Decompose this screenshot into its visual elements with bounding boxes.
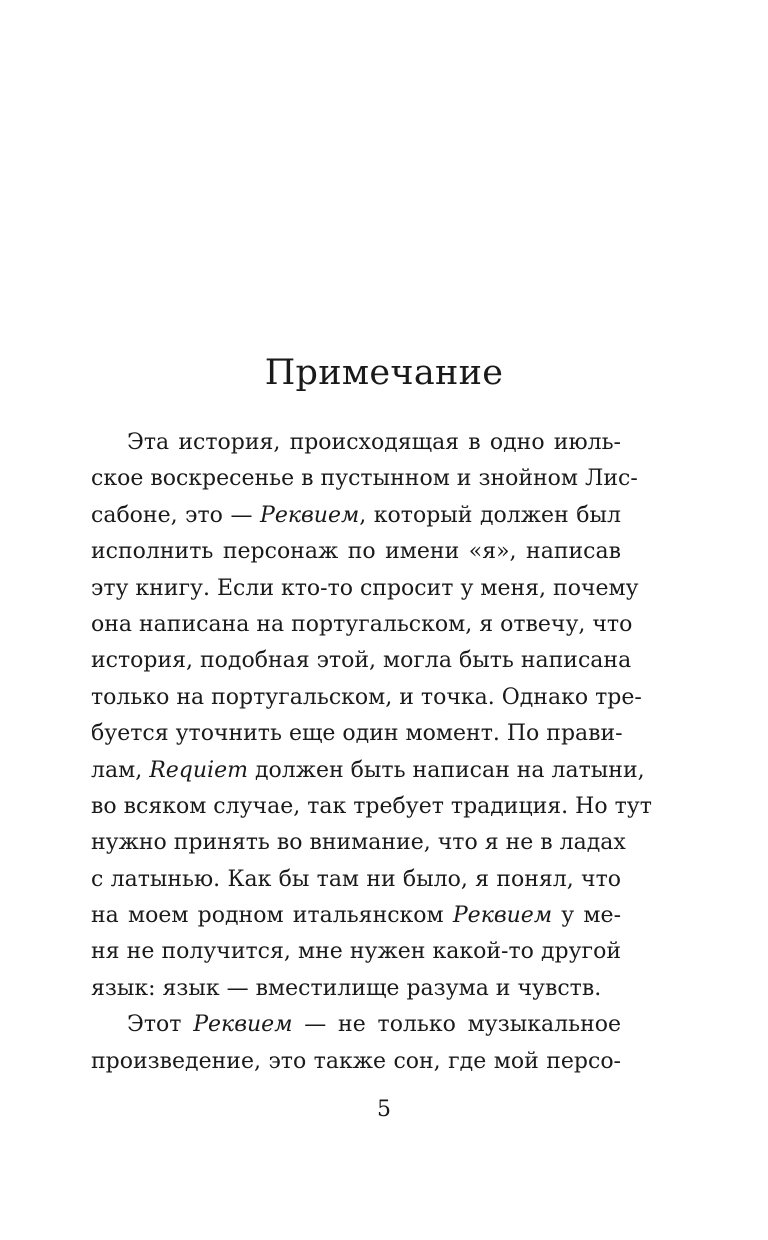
text-line-6	[91, 607, 633, 643]
italic-segment: Реквием	[260, 502, 360, 528]
text-line-9	[91, 716, 621, 752]
text-line-3	[91, 498, 621, 534]
text-line-12	[91, 825, 626, 861]
text-segment: , который должен был	[359, 502, 621, 528]
text-line-11	[91, 789, 652, 825]
italic-segment: Реквием	[452, 903, 553, 929]
page-number: 5	[377, 1097, 391, 1122]
text-line-14	[91, 898, 621, 934]
text-line-1	[91, 425, 621, 461]
italic-segment: Requiem	[149, 757, 248, 783]
text-segment: она написана на португальском, я отвечу, что	[91, 611, 633, 637]
text-segment: ское воскресенье в пустынном и знойном Лис-	[91, 466, 638, 492]
text-line-17	[91, 1007, 621, 1043]
text-line-8	[91, 680, 642, 716]
text-line-4	[91, 534, 621, 570]
text-segment: нужно принять во внимание, что я не в ладах	[91, 830, 626, 856]
italic-segment: Реквием	[193, 1012, 293, 1038]
body-text	[91, 425, 652, 1080]
text-line-13	[91, 862, 621, 898]
text-line-5	[91, 571, 639, 607]
text-segment: во всяком случае, так требует традиция. Но тут	[91, 793, 652, 819]
text-segment: с латынью. Как бы там ни было, я понял, что	[91, 866, 621, 892]
text-segment: только на португальском, и точка. Однако тре-	[91, 684, 642, 710]
text-line-15	[91, 934, 621, 970]
text-segment: — не только музыкальное	[292, 1012, 621, 1038]
text-line-18	[91, 1044, 621, 1080]
text-segment: буется уточнить еще один момент. По прави-	[91, 721, 623, 747]
text-segment: произведение, это также сон, где мой персо-	[91, 1048, 621, 1074]
text-line-7	[91, 643, 632, 679]
text-segment: ня не получится, мне нужен какой-то другой	[91, 939, 621, 965]
text-segment: сабоне, это —	[91, 502, 261, 528]
text-segment: эту книгу. Если кто-то спросит у меня, почему	[91, 575, 639, 601]
text-segment: язык: язык — вместилище разума и чувств.	[91, 975, 602, 1001]
text-segment: на моем родном итальянском	[91, 903, 453, 929]
text-segment: история, подобная этой, могла быть написана	[91, 648, 632, 674]
chapter-title: Примечание	[264, 353, 504, 393]
text-segment: должен быть написан на латыни,	[247, 757, 645, 783]
text-segment: Этот	[127, 1012, 194, 1038]
text-line-10	[91, 753, 645, 789]
text-segment: исполнить персонаж по имени «я», написав	[91, 539, 621, 565]
text-line-16	[91, 971, 621, 1007]
text-segment: лам,	[91, 757, 150, 783]
text-segment: у ме-	[552, 903, 622, 929]
text-line-2	[91, 461, 638, 497]
text-segment: Эта история, происходящая в одно июль-	[127, 430, 621, 455]
